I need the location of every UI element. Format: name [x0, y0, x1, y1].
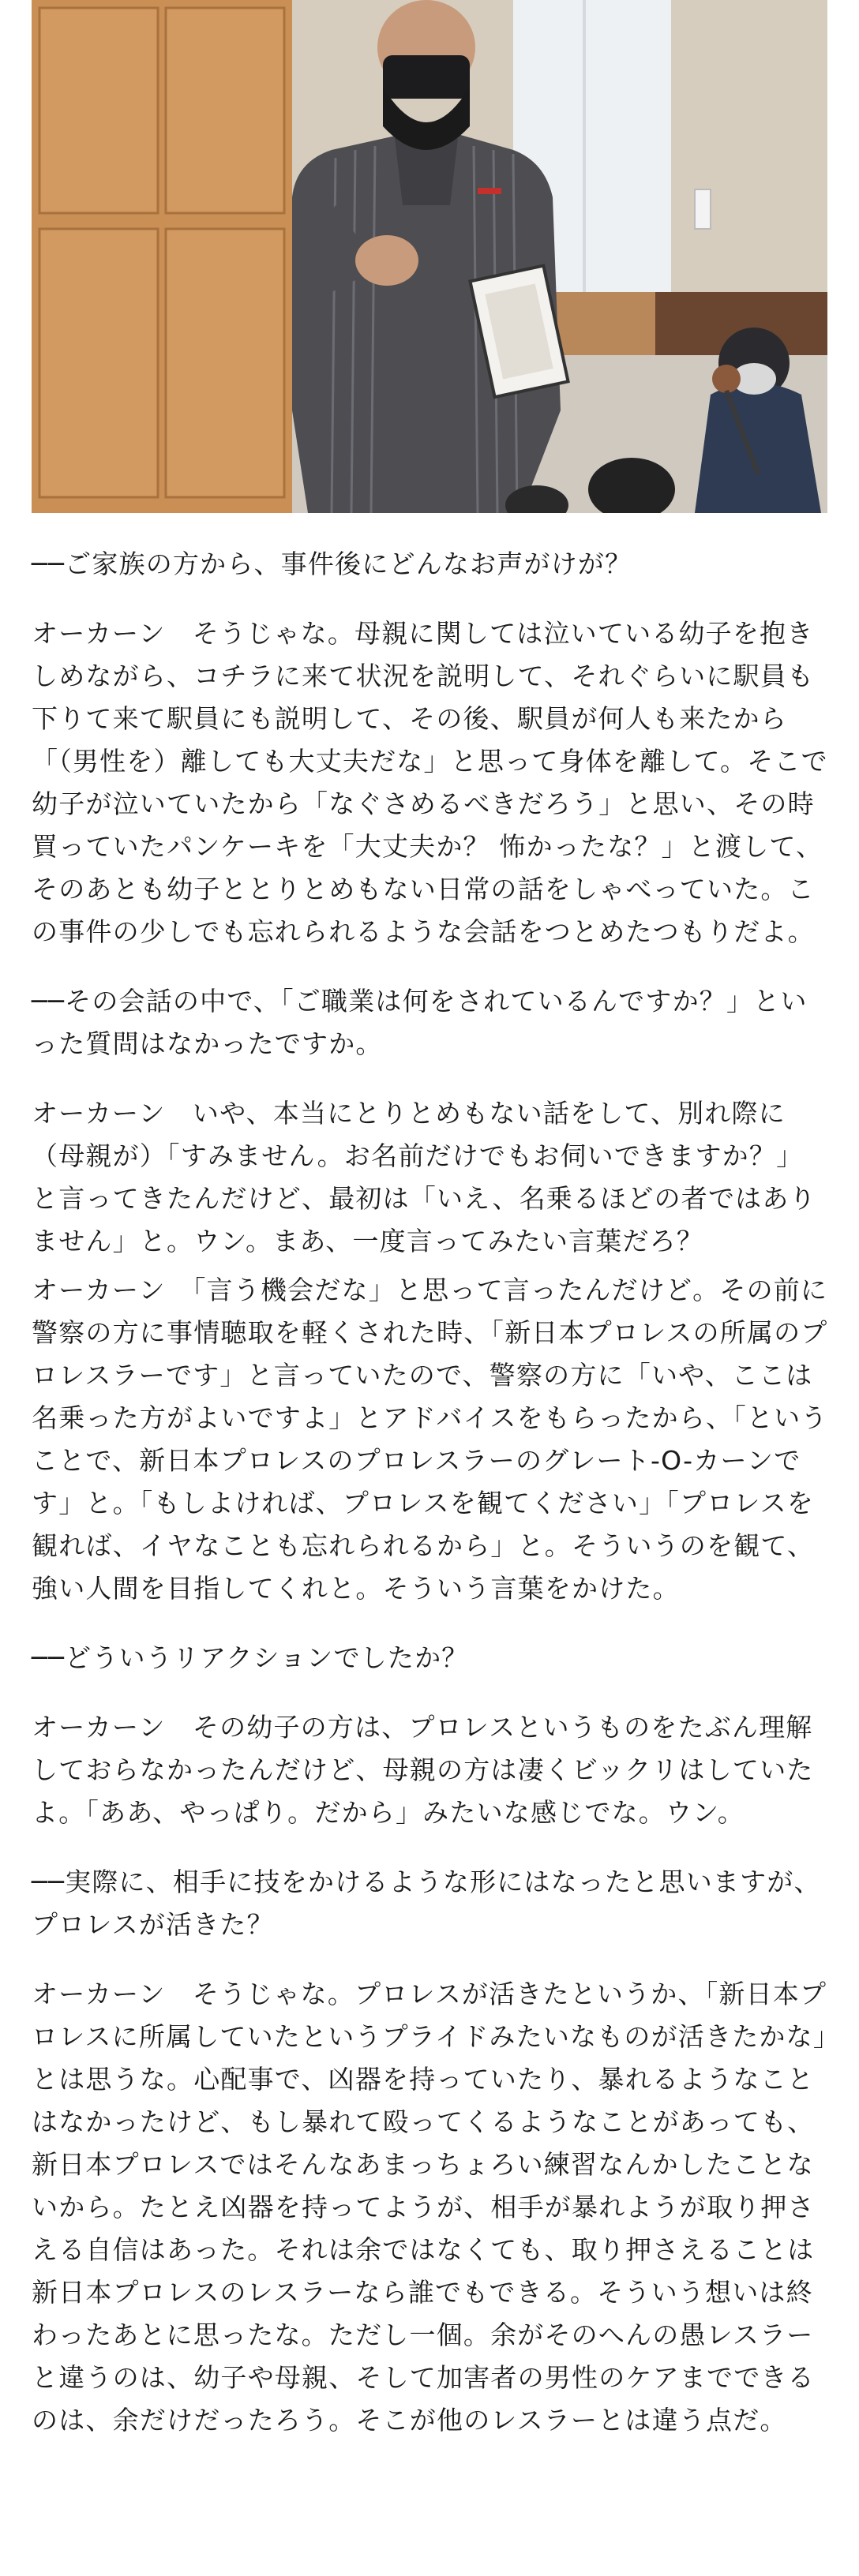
interview-question: ──実際に、相手に技をかけるような形にはなったと思いますが、プロレスが活きた？: [32, 1866, 821, 1940]
interview-question: ──ご家族の方から、事件後にどんなお声がけが？: [32, 549, 632, 579]
interview-answer: オーカーン その幼子の方は、プロレスというものをたぶん理解しておらなかったんだけど、母親の方は凄くビックリはしていたよ。「ああ、やっぱり。だから」みたいな感じでな。ウン。: [32, 1712, 814, 1828]
article-body: [32, 543, 829, 2469]
interview-answer: オーカーン そうじゃな。母親に関しては泣いている幼子を抱きしめながら、コチラに来て状況を説明して、それぐらいに駅員も下りて来て駅員にも説明して、その後、駅員が何人も来たから「（男性を）離しても大丈夫だな」と思って身体を離して。そこで幼子が泣いていたから「なぐさめるべきだろう」と思い、その時買っていたパンケーキを「大丈夫か？ 怖かったな？」と渡して、そのあとも幼子ととりとめもない日常の話をしゃべっていた。この事件の少しでも忘れられるような会話をつとめたつもりだよ。: [32, 618, 828, 947]
press-conference-photo-icon: [32, 0, 827, 513]
interview-answer: オーカーン 「言う機会だな」と思って言ったんだけど。その前に警察の方に事情聴取を軽くされた時、「新日本プロレスの所属のプロレスラーです」と言っていたので、警察の方に「いや、ここは名乗った方がよいですよ」とアドバイスをもらったから、「ということで、新日本プロレスのプロレスラーのグレート-O-カーンです」と。「もしよければ、プロレスを観てください」「プロレスを観れば、イヤなことも忘れられるから」と。そういうのを観て、強い人間を目指してくれと。そういう言葉をかけた。: [32, 1275, 828, 1604]
interview-question: ──どういうリアクションでしたか？: [32, 1642, 469, 1673]
article-photo: [32, 0, 827, 513]
interview-answer: オーカーン そうじゃな。プロレスが活きたというか、「新日本プロレスに所属していたというプライドみたいなものが活きたかな」とは思うな。心配事で、凶器を持っていたり、暴れるようなことはなかったけど、もし暴れて殴ってくるようなことがあっても、新日本プロレスではそんなあまっちょろい練習なんかしたことないから。たとえ凶器を持ってようが、相手が暴れようが取り押さえる自信はあった。それは余ではなくても、取り押さえることは新日本プロレスのレスラーなら誰でもできる。そういう想いは終わったあとに思ったな。ただし一個。余がそのへんの愚レスラーと違うのは、幼子や母親、そして加害者の男性のケアまでできるのは、余だけだったろう。そこが他のレスラーとは違う点だ。: [32, 1979, 827, 2436]
interview-answer: オーカーン いや、本当にとりとめもない話をして、別れ際に（母親が）「すみません。お名前だけでもお伺いできますか？」と言ってきたんだけど、最初は「いえ、名乗るほどの者ではありません」と。ウン。まあ、一度言ってみたい言葉だろ？: [32, 1098, 816, 1256]
interview-question: ──その会話の中で、「ご職業は何をされているんですか？」といった質問はなかったですか。: [32, 986, 808, 1059]
